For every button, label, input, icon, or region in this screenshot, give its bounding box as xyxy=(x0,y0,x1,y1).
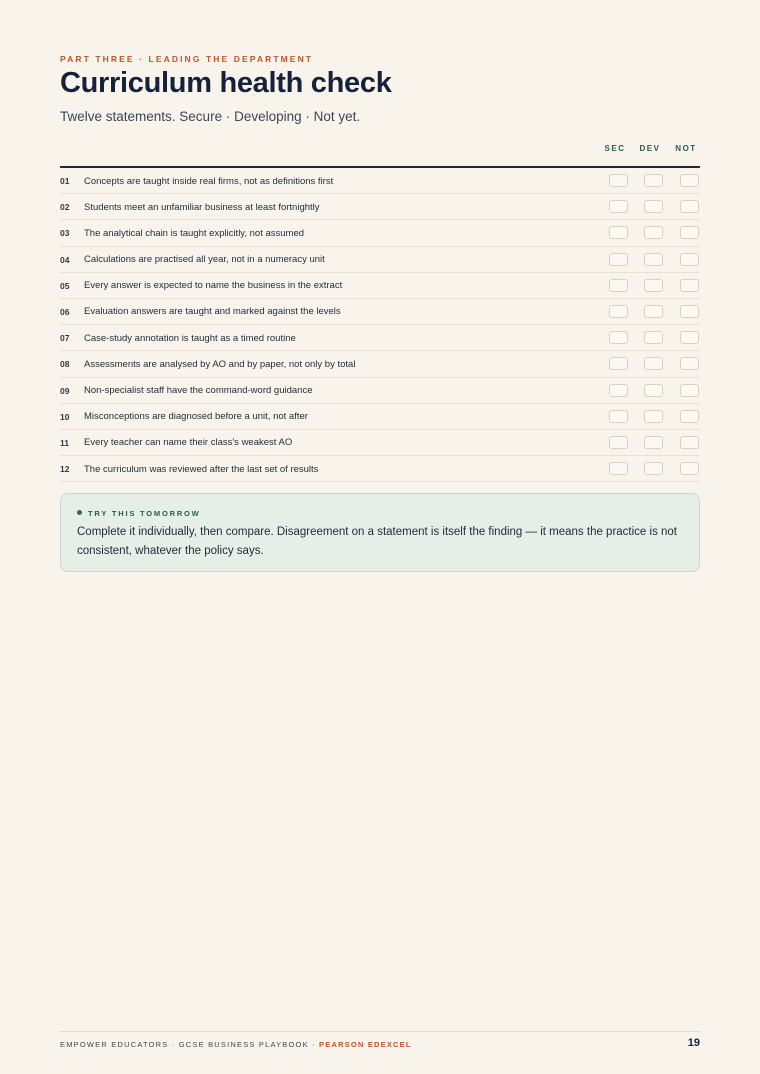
statement-number: 03 xyxy=(60,228,70,239)
callout-body: Complete it individually, then compare. Disagreement on a statement is itself the finding — it means the practice is not consistent, whatever the policy says. xyxy=(77,526,677,557)
rating-column-headers xyxy=(600,144,700,156)
statement-row xyxy=(60,168,700,194)
footer-series: EMPOWER EDUCATORS · GCSE BUSINESS PLAYBOOK · xyxy=(60,1040,320,1049)
statement-number: 11 xyxy=(60,437,69,448)
statement-row xyxy=(60,220,700,246)
checkbox-not-yet[interactable] xyxy=(680,279,699,292)
statement-number: 09 xyxy=(60,385,70,396)
statement-number: 06 xyxy=(60,306,70,317)
checkbox-developing[interactable] xyxy=(644,174,663,187)
statement-text: Every teacher can name their class's weakest AO xyxy=(84,437,293,449)
checkbox-secure[interactable] xyxy=(609,462,628,475)
page-number: 19 xyxy=(687,1037,700,1049)
checkbox-developing[interactable] xyxy=(644,357,663,370)
checkbox-not-yet[interactable] xyxy=(680,174,699,187)
statement-row xyxy=(60,299,700,325)
try-this-tomorrow-callout xyxy=(60,493,700,572)
statement-row xyxy=(60,456,700,482)
column-header-not-yet: NOT xyxy=(675,144,697,153)
checkbox-not-yet[interactable] xyxy=(680,436,699,449)
checkbox-developing[interactable] xyxy=(644,384,663,397)
statement-text: Non-specialist staff have the command-word guidance xyxy=(84,385,313,396)
checkbox-not-yet[interactable] xyxy=(680,357,699,370)
statement-text: Concepts are taught inside real firms, not as definitions first xyxy=(84,175,334,187)
statement-text: Every answer is expected to name the business in the extract xyxy=(84,280,343,292)
checkbox-secure[interactable] xyxy=(609,384,628,397)
statement-text: Students meet an unfamiliar business at least fortnightly xyxy=(84,201,320,213)
footer-board: PEARSON EDEXCEL xyxy=(319,1040,412,1049)
checkbox-developing[interactable] xyxy=(644,462,663,475)
checkbox-secure[interactable] xyxy=(609,410,628,423)
checkbox-developing[interactable] xyxy=(644,200,663,213)
checkbox-developing[interactable] xyxy=(644,279,663,292)
checkbox-secure[interactable] xyxy=(609,436,628,449)
statement-row xyxy=(60,378,700,404)
checkbox-secure[interactable] xyxy=(609,305,628,318)
statement-row xyxy=(60,351,700,377)
checkbox-developing[interactable] xyxy=(644,305,663,318)
statement-row xyxy=(60,273,700,299)
statement-list xyxy=(60,168,700,482)
checkbox-secure[interactable] xyxy=(609,200,628,213)
checkbox-not-yet[interactable] xyxy=(680,200,699,213)
page-subtitle: Twelve statements. Secure · Developing · Not yet. xyxy=(60,109,361,124)
statement-row xyxy=(60,325,700,351)
statement-text: Misconceptions are diagnosed before a unit, not after xyxy=(84,411,308,423)
checkbox-not-yet[interactable] xyxy=(680,462,699,475)
checkbox-not-yet[interactable] xyxy=(680,410,699,423)
statement-number: 08 xyxy=(60,359,70,370)
statement-row xyxy=(60,247,700,273)
statement-number: 04 xyxy=(60,254,70,265)
statement-row xyxy=(60,404,700,430)
checkbox-developing[interactable] xyxy=(644,253,663,266)
section-eyebrow: PART THREE · LEADING THE DEPARTMENT xyxy=(60,54,314,64)
checkbox-secure[interactable] xyxy=(609,279,628,292)
statement-text: The analytical chain is taught explicitly, not assumed xyxy=(84,227,305,239)
checkbox-secure[interactable] xyxy=(609,253,628,266)
checkbox-developing[interactable] xyxy=(644,226,663,239)
statement-row xyxy=(60,430,700,456)
statement-number: 05 xyxy=(60,280,70,291)
statement-row xyxy=(60,194,700,220)
checkbox-developing[interactable] xyxy=(644,410,663,423)
statement-text: Calculations are practised all year, not in a numeracy unit xyxy=(84,254,325,266)
bullet-dot-icon xyxy=(77,510,82,515)
footer-credit xyxy=(60,1040,412,1049)
checkbox-not-yet[interactable] xyxy=(680,384,699,397)
statement-number: 01 xyxy=(60,176,70,186)
checkbox-not-yet[interactable] xyxy=(680,226,699,239)
checkbox-secure[interactable] xyxy=(609,174,628,187)
statement-text: Case-study annotation is taught as a timed routine xyxy=(84,332,296,344)
statement-text: Evaluation answers are taught and marked against the levels xyxy=(84,306,341,318)
checkbox-developing[interactable] xyxy=(644,436,663,449)
checkbox-not-yet[interactable] xyxy=(680,253,699,266)
column-header-developing: DEV xyxy=(639,144,661,153)
checkbox-developing[interactable] xyxy=(644,331,663,344)
checkbox-not-yet[interactable] xyxy=(680,331,699,344)
checkbox-secure[interactable] xyxy=(609,331,628,344)
checkbox-secure[interactable] xyxy=(609,357,628,370)
statement-number: 07 xyxy=(60,333,70,344)
callout-label-text: TRY THIS TOMORROW xyxy=(88,509,201,518)
callout-label xyxy=(77,509,201,518)
statement-number: 02 xyxy=(60,202,70,213)
footer-divider xyxy=(60,1031,700,1032)
statement-text: Assessments are analysed by AO and by paper, not only by total xyxy=(84,358,356,370)
statement-number: 12 xyxy=(60,464,70,475)
column-header-secure: SEC xyxy=(604,144,626,153)
statement-number: 10 xyxy=(60,411,70,422)
page xyxy=(60,0,700,1074)
checkbox-not-yet[interactable] xyxy=(680,305,699,318)
statement-text: The curriculum was reviewed after the last set of results xyxy=(84,463,319,475)
checkbox-secure[interactable] xyxy=(609,226,628,239)
page-title: Curriculum health check xyxy=(60,67,392,99)
